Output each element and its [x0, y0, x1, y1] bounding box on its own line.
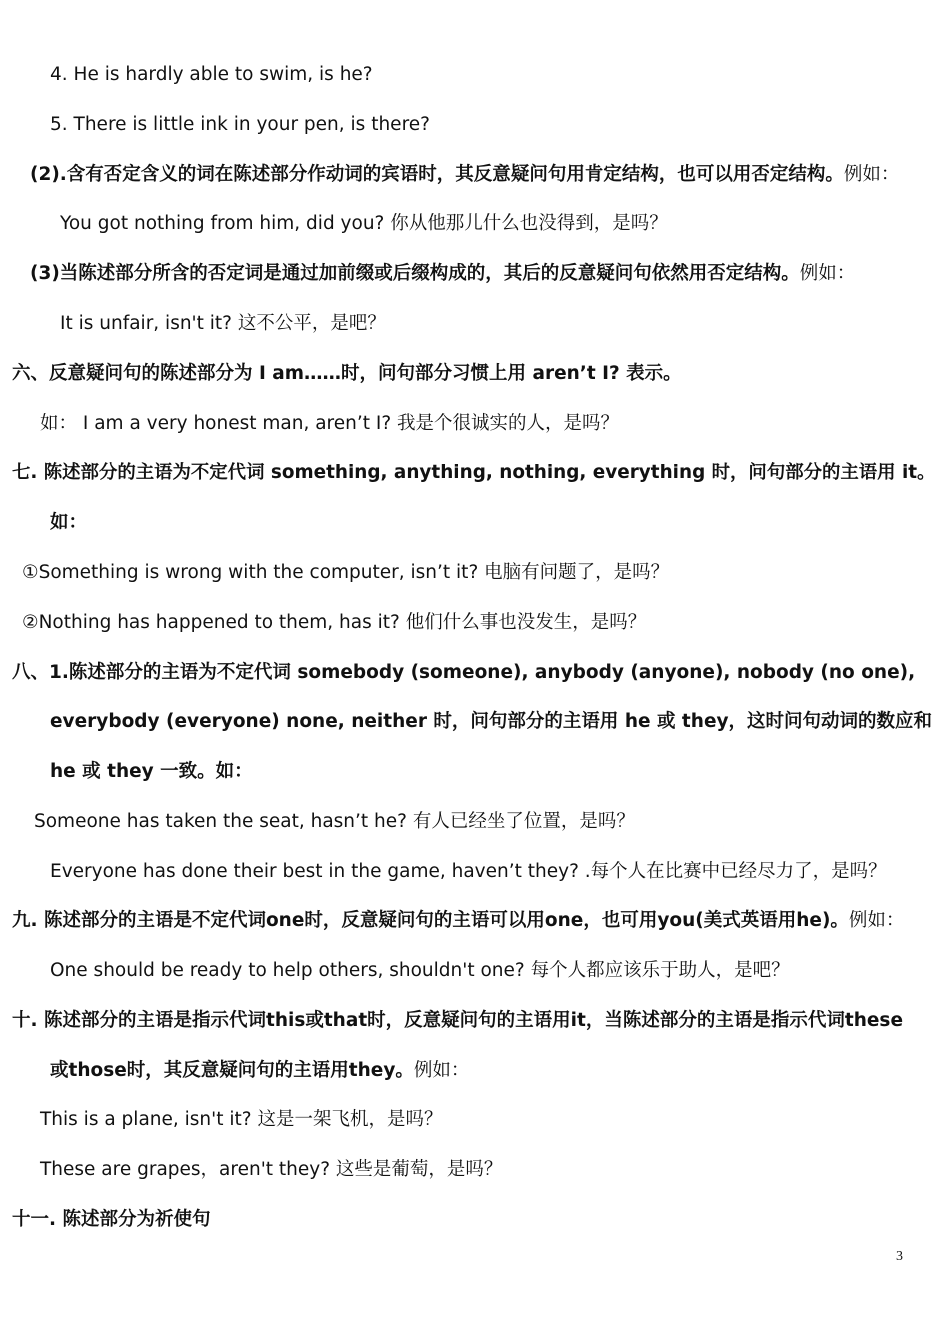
line-text: 5. There is little ink in your pen, is there? — [50, 114, 430, 135]
line-text: 例如： — [843, 164, 900, 185]
page-number: 3 — [896, 1249, 903, 1264]
doc-line-6 — [60, 311, 386, 337]
doc-line-12 — [22, 610, 646, 636]
line-text: It is unfair, isn't it? 这不公平，是吧？ — [60, 313, 386, 334]
line-text: These are grapes，aren't they? 这些是葡萄，是吗？ — [40, 1159, 503, 1180]
line-bold: 八、1.陈述部分的主语为不定代词 somebody (someone), anybody (anyone), nobody (no one), — [12, 662, 916, 683]
doc-line-2 — [50, 112, 430, 138]
line-bold: (2).含有否定含义的词在陈述部分作动词的宾语时，其反意疑问句用肯定结构，也可以用否定结构。 — [30, 164, 844, 185]
line-text: Someone has taken the seat, hasn’t he? 有人已经坐了位置，是吗？ — [34, 811, 635, 832]
line-bold: 七. 陈述部分的主语为不定代词 something, anything, nothing, everything 时，问句部分的主语用 it。 — [12, 462, 936, 483]
line-text: You got nothing from him, did you? 你从他那儿什么也没得到，是吗？ — [60, 213, 668, 234]
line-bold: 十一. 陈述部分为祈使句 — [12, 1209, 211, 1230]
line-text: One should be ready to help others, shouldn't one? 每个人都应该乐于助人，是吧？ — [50, 960, 790, 981]
doc-line-3 — [30, 162, 899, 188]
doc-line-10 — [50, 510, 87, 536]
doc-line-22 — [40, 1107, 442, 1133]
doc-line-15 — [50, 759, 253, 785]
line-text: 例如： — [848, 910, 905, 931]
line-text: ①Something is wrong with the computer, isn’t it? 电脑有问题了，是吗？ — [22, 562, 670, 583]
doc-line-5 — [30, 261, 855, 287]
line-text: ②Nothing has happened to them, has it? 他们什么事也没发生，是吗？ — [22, 612, 647, 633]
doc-line-8 — [40, 411, 619, 437]
doc-line-7 — [12, 361, 682, 387]
line-bold: (3)当陈述部分所含的否定词是通过加前缀或后缀构成的，其后的反意疑问句依然用否定结构。 — [30, 263, 800, 284]
doc-line-16 — [34, 809, 635, 835]
doc-line-9 — [12, 460, 935, 486]
doc-line-4 — [60, 211, 668, 237]
doc-line-11 — [22, 560, 669, 586]
line-bold: 六、反意疑问句的陈述部分为 I am……时，问句部分习惯上用 aren’t I? 表示。 — [12, 363, 682, 384]
doc-line-14 — [50, 709, 932, 735]
line-bold: 九. 陈述部分的主语是不定代词one时，反意疑问句的主语可以用one，也可用you(美式英语用he)。 — [12, 910, 849, 931]
doc-line-18 — [12, 908, 904, 934]
line-bold: 十. 陈述部分的主语是指示代词this或that时，反意疑问句的主语用it，当陈述部分的主语是指示代词these — [12, 1010, 903, 1031]
doc-line-23 — [40, 1157, 502, 1183]
doc-line-20 — [12, 1008, 903, 1034]
doc-line-13 — [12, 660, 915, 686]
line-bold: he 或 they 一致。如： — [50, 761, 253, 782]
line-bold: 如： — [50, 512, 88, 533]
line-text: This is a plane, isn't it? 这是一架飞机，是吗？ — [40, 1109, 443, 1130]
line-text: 例如： — [413, 1060, 470, 1081]
line-text: 4. He is hardly able to swim, is he? — [50, 64, 373, 85]
doc-line-24 — [12, 1207, 210, 1233]
doc-line-19 — [50, 958, 790, 984]
line-text: 如： I am a very honest man, aren’t I? 我是个很诚实的人，是吗？ — [40, 413, 620, 434]
line-text: 例如： — [799, 263, 856, 284]
doc-line-21 — [50, 1058, 469, 1084]
line-bold: everybody (everyone) none, neither 时，问句部分的主语用 he 或 they，这时问句动词的数应和 — [50, 711, 933, 732]
line-bold: 或those时，其反意疑问句的主语用they。 — [50, 1060, 414, 1081]
line-text: Everyone has done their best in the game, haven’t they? .每个人在比赛中已经尽力了，是吗？ — [50, 861, 887, 882]
doc-line-17 — [50, 859, 887, 885]
doc-line-1 — [50, 62, 373, 88]
